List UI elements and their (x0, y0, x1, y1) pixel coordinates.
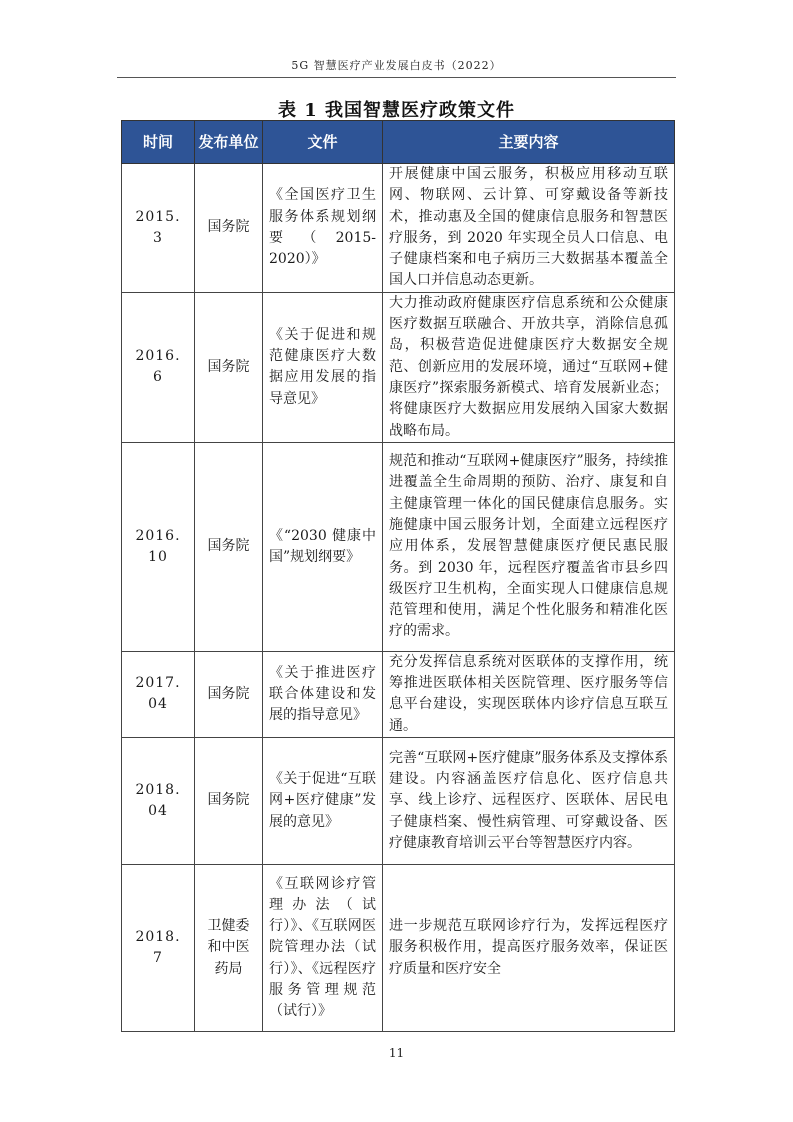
table-row (122, 651, 675, 737)
cell-unit: 国务院 (195, 442, 263, 651)
table-row (122, 164, 675, 293)
header-rule (117, 77, 676, 78)
table-caption: 表 1 我国智慧医疗政策文件 (277, 100, 516, 121)
cell-document: 《互联网诊疗管理办法（试行）》、《互联网医院管理办法（试行）》、《远程医疗服务管理规范（试行）》 (263, 865, 383, 1032)
cell-content: 开展健康中国云服务，积极应用移动互联网、物联网、云计算、可穿戴设备等新技术，推动惠及全国的健康信息服务和智慧医疗服务，到 2020 年实现全员人口信息、电子健康档案和电子病历三大数据基本覆盖全国人口并信息动态更新。 (383, 164, 675, 293)
page-number: 11 (388, 1046, 405, 1060)
cell-time: 2015. 3 (122, 164, 195, 293)
cell-content: 完善“互联网+医疗健康”服务体系及支撑体系建设。内容涵盖医疗信息化、医疗信息共享、线上诊疗、远程医疗、医联体、居民电子健康档案、慢性病管理、可穿戴设备、医疗健康教育培训云平台等智慧医疗内容。 (383, 738, 675, 865)
cell-unit: 国务院 (195, 164, 263, 293)
table-header-row (122, 121, 675, 164)
cell-content: 大力推动政府健康医疗信息系统和公众健康医疗数据互联融合、开放共享，消除信息孤岛，积极营造促进健康医疗大数据安全规范、创新应用的发展环境，通过“互联网+健康医疗”探索服务新模式、培育发展新业态；将健康医疗大数据应用发展纳入国家大数据战略布局。 (383, 292, 675, 442)
cell-content: 进一步规范互联网诊疗行为，发挥远程医疗服务积极作用，提高医疗服务效率，保证医疗质量和医疗安全 (383, 865, 675, 1032)
cell-document: 《关于推进医疗联合体建设和发展的指导意见》 (263, 651, 383, 737)
cell-time: 2016. 6 (122, 292, 195, 442)
cell-unit: 国务院 (195, 292, 263, 442)
cell-document: 《关于促进“互联网+医疗健康”发展的意见》 (263, 738, 383, 865)
cell-content: 规范和推动“互联网+健康医疗”服务，持续推进覆盖全生命周期的预防、治疗、康复和自主健康管理一体化的国民健康信息服务。实施健康中国云服务计划，全面建立远程医疗应用体系，发展智慧健康医疗便民惠民服务。到 2030 年，远程医疗覆盖省市县乡四级医疗卫生机构，全面实现人口健康信息规范管理和使用，满足个性化服务和精准化医疗的需求。 (383, 442, 675, 651)
table-row (122, 865, 675, 1032)
col-header-document: 文件 (263, 121, 383, 164)
cell-time: 2017. 04 (122, 651, 195, 737)
cell-time: 2016. 10 (122, 442, 195, 651)
table-row (122, 738, 675, 865)
col-header-time: 时间 (122, 121, 195, 164)
table-row (122, 292, 675, 442)
col-header-content: 主要内容 (383, 121, 675, 164)
cell-content: 充分发挥信息系统对医联体的支撑作用，统筹推进医联体相关医院管理、医疗服务等信息平台建设，实现医联体内诊疗信息互联互通。 (383, 651, 675, 737)
cell-document: 《“2030 健康中国”规划纲要》 (263, 442, 383, 651)
cell-unit: 国务院 (195, 651, 263, 737)
cell-unit: 卫健委和中医药局 (195, 865, 263, 1032)
cell-document: 《全国医疗卫生服务体系规划纲要（2015-2020）》 (263, 164, 383, 293)
cell-time: 2018. 04 (122, 738, 195, 865)
col-header-unit: 发布单位 (195, 121, 263, 164)
policy-table (121, 120, 675, 1032)
cell-document: 《关于促进和规范健康医疗大数据应用发展的指导意见》 (263, 292, 383, 442)
table-row (122, 442, 675, 651)
running-header: 5G 智慧医疗产业发展白皮书（2022） (291, 59, 502, 72)
cell-unit: 国务院 (195, 738, 263, 865)
cell-time: 2018. 7 (122, 865, 195, 1032)
